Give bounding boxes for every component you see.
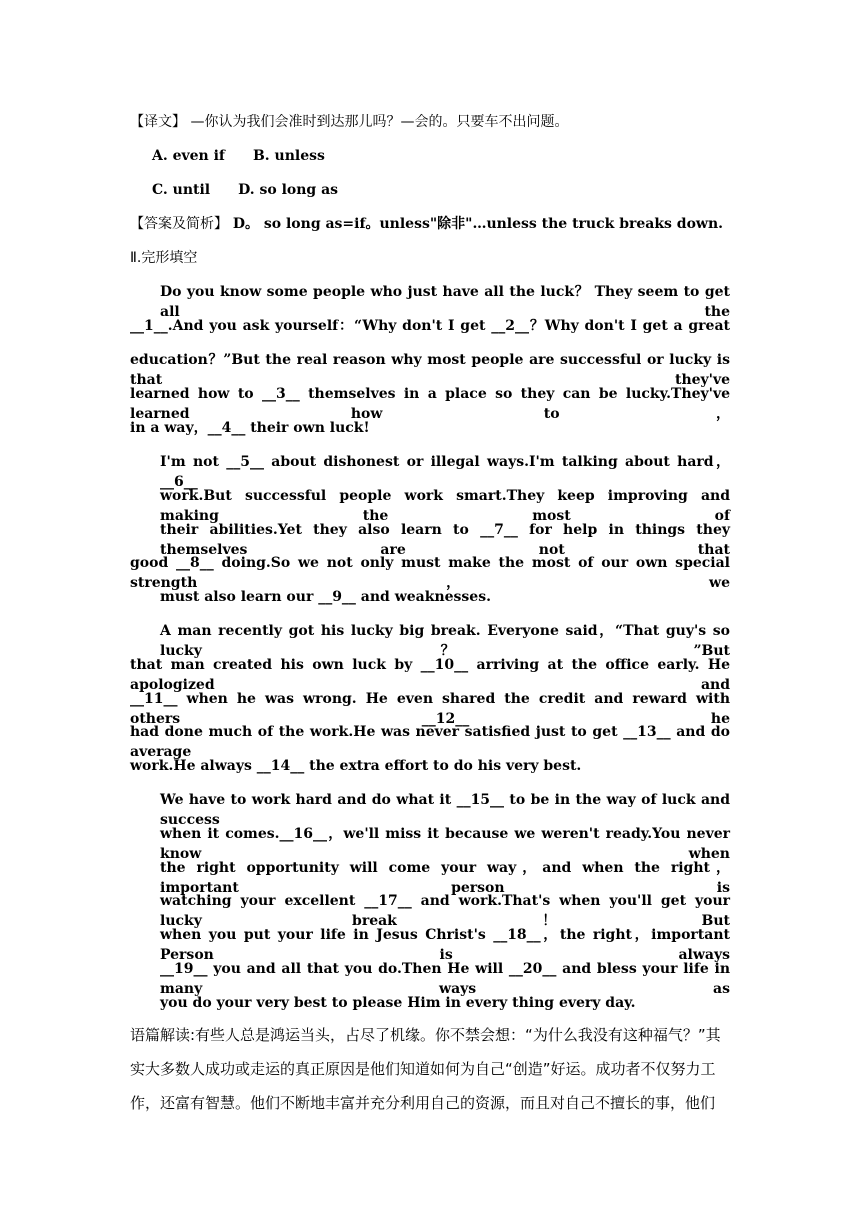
analysis-line: 实大多数人成功或走运的真正原因是他们知道如何为自己“创造”好运。成功者不仅努力工 (130, 1060, 716, 1078)
passage-line: A man recently got his lucky big break. Everyone said，“That guy's so lucky？”But (160, 623, 730, 659)
passage-line: in a way，__4__ their own luck! (130, 420, 370, 436)
passage-line: had done much of the work.He was never satisfied just to get __13__ and do average (130, 724, 730, 760)
passage-line: good __8__ doing.So we not only must make the most of our own special strength，we (130, 555, 730, 591)
answer-label: 【答案及简析】 (130, 216, 228, 232)
option-b: B. unless (252, 148, 325, 164)
passage-line: that man created his own luck by __10__ arriving at the office early. He apologized and (130, 657, 730, 693)
analysis-line: 语篇解读:有些人总是鸿运当头，占尽了机缘。你不禁会想：“为什么我没有这种福气？”其 (130, 1026, 721, 1044)
answer-line (130, 214, 730, 234)
section-heading: Ⅱ.完形填空 (130, 250, 198, 266)
answer-text: D。 so long as=if。unless"除非"…unless the truck breaks down. (228, 216, 724, 232)
analysis-line: 作，还富有智慧。他们不断地丰富并充分利用自己的资源，而且对自己不擅长的事，他们 (130, 1094, 716, 1112)
passage-line: education？”But the real reason why most people are successful or lucky is that they've (130, 352, 730, 388)
translation-line (130, 112, 730, 132)
passage-line: work.But successful people work smart.They keep improving and making the most of (160, 488, 730, 524)
passage-line: __11__ when he was wrong. He even shared the credit and reward with others __12__ he (130, 691, 730, 727)
passage-line: __19__ you and all that you do.Then He will __20__ and bless your life in many ways as (160, 961, 730, 997)
translation-text: —你认为我们会准时到达那儿吗？—会的。只要车不出问题。 (186, 114, 569, 130)
translation-label: 【译文】 (130, 114, 186, 130)
passage-line: watching your excellent __17__ and work.That's when you'll get your lucky break！But (160, 893, 730, 929)
option-a: A. even if (152, 148, 225, 164)
option-c: C. until (152, 182, 211, 198)
passage-line: work.He always __14__ the extra effort to do his very best. (130, 758, 582, 774)
passage-line: I'm not __5__ about dishonest or illegal ways.I'm talking about hard，__6__ (160, 454, 730, 490)
passage-line: when it comes.__16__，we'll miss it because we weren't ready.You never know when (160, 826, 730, 862)
passage-line: must also learn our __9__ and weaknesses. (160, 589, 491, 605)
options-row-2 (152, 180, 752, 200)
options-row-1 (152, 146, 752, 166)
passage-line: you do your very best to please Him in every thing every day. (160, 995, 636, 1011)
passage-line: Do you know some people who just have all the luck？ They seem to get all the (160, 284, 730, 320)
passage-line: __1__.And you ask yourself：“Why don't I get __2__？Why don't I get a great (130, 318, 730, 334)
passage-line: We have to work hard and do what it __15__ to be in the way of luck and success (160, 792, 730, 828)
passage-line: the right opportunity will come your way，and when the right，important person is (160, 860, 730, 896)
passage-line: learned how to __3__ themselves in a place so they can be lucky.They've learned how to， (130, 386, 730, 422)
option-d: D. so long as (238, 182, 339, 198)
passage-line: when you put your life in Jesus Christ's __18__，the right，important Person is always (160, 927, 730, 963)
passage-line: their abilities.Yet they also learn to __7__ for help in things they themselves are not that (160, 522, 730, 558)
